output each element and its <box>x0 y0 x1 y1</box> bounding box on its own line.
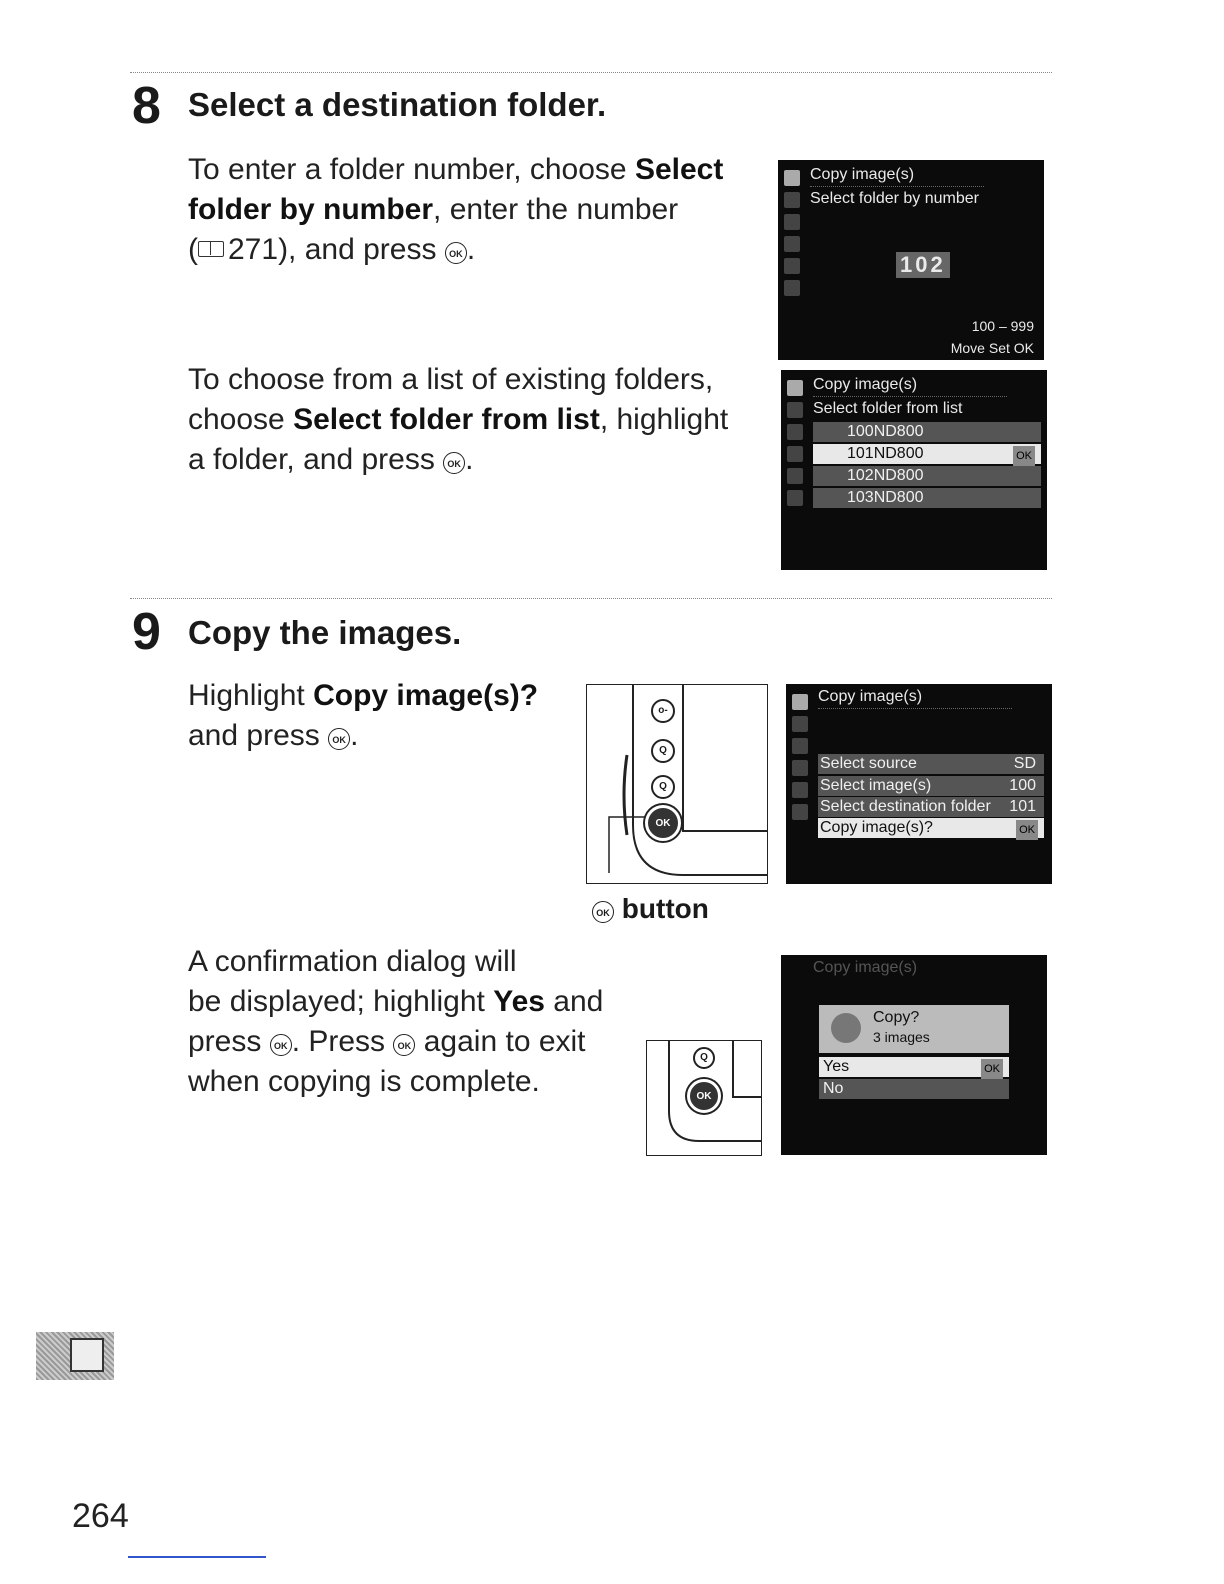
camera-screen-confirm-dialog <box>781 955 1047 1155</box>
dialog-count: 3 images <box>873 1029 930 1045</box>
menu-row: Select image(s) 100 <box>818 776 1044 796</box>
footer-help: Move Set OK <box>950 340 1034 356</box>
camera-screen-folder-number <box>778 160 1044 360</box>
text: ), and press <box>278 233 445 266</box>
divider <box>813 396 1007 397</box>
divider <box>818 708 1012 709</box>
camera-screen-folder-list <box>781 370 1047 570</box>
text: To enter a folder number, choose <box>188 153 635 186</box>
divider <box>810 186 984 187</box>
menu-tabs <box>792 694 810 826</box>
menu-option: folder by number <box>188 193 434 226</box>
step-number: 9 <box>132 603 161 661</box>
text: , highlight <box>599 403 729 436</box>
book-icon <box>198 241 224 257</box>
link-underline <box>128 1556 266 1558</box>
instruction-paragraph: To enter a folder number, choose Select folder by number, enter the number ( 271), and press OK . <box>188 153 724 266</box>
menu-option: Select <box>634 153 724 186</box>
ok-button-icon: OK <box>270 1034 292 1056</box>
menu-row: Select source SD <box>818 754 1044 774</box>
ok-button-icon: OK <box>443 452 465 474</box>
page-number: 264 <box>72 1497 129 1535</box>
ok-button-icon: OK <box>328 728 350 750</box>
text: . <box>466 233 476 266</box>
section-divider <box>130 598 1052 599</box>
dialog-option-yes: Yes OK <box>819 1057 1009 1077</box>
dialog-title: Copy? <box>873 1009 920 1026</box>
callout-line <box>605 813 645 873</box>
screen-subtitle: Select folder by number <box>810 190 979 207</box>
page-ref: 271 <box>228 233 279 266</box>
menu-row: Select destination folder 101 <box>818 797 1044 817</box>
ok-tag: OK <box>1016 820 1038 840</box>
text: press <box>188 1025 270 1058</box>
camera-back-illustration <box>586 684 768 884</box>
folder-item: 100ND800 <box>813 422 1041 442</box>
zoom-button-icon: Q <box>651 739 675 763</box>
menu-option: Copy image(s)? <box>313 679 539 712</box>
menu-tabs <box>787 380 805 512</box>
folder-item-selected: 101ND800 OK <box>813 444 1041 464</box>
text: a folder, and press <box>188 443 444 476</box>
camera-back-illustration <box>646 1040 762 1156</box>
screen-title: Copy image(s) <box>813 959 918 976</box>
step-title: Select a destination folder. <box>188 86 607 123</box>
section-divider <box>130 72 1052 73</box>
ok-button-icon: OK <box>592 901 614 923</box>
text: and <box>544 985 604 1018</box>
instruction-paragraph <box>188 360 768 480</box>
dialog-option-no: No <box>819 1079 1009 1099</box>
folder-item: 102ND800 <box>813 466 1041 486</box>
text: again to exit <box>415 1025 586 1058</box>
ok-button-icon: OK <box>445 242 467 264</box>
screen-title: Copy image(s) <box>813 376 918 393</box>
menu-option: Select folder from list <box>293 403 600 436</box>
protect-button-icon: o- <box>651 699 675 723</box>
zoom-out-button-icon: Q <box>693 1047 715 1069</box>
text: and press <box>188 719 329 752</box>
step-number: 8 <box>132 77 161 135</box>
folder-number-value: 102 <box>896 252 950 278</box>
text: . <box>465 443 474 476</box>
screen-title: Copy image(s) <box>818 688 923 705</box>
ok-button-icon: OK <box>687 1079 721 1113</box>
menu-tabs <box>784 170 802 302</box>
folder-item: 103ND800 <box>813 488 1041 508</box>
ok-tag: OK <box>981 1059 1003 1079</box>
playback-menu-tab-icon <box>36 1332 114 1380</box>
text: choose <box>188 403 294 436</box>
caption-text: button <box>621 893 709 924</box>
menu-row-selected: Copy image(s)? OK <box>818 818 1044 838</box>
text: be displayed; highlight <box>188 985 494 1018</box>
text: when copying is complete. <box>188 1065 540 1098</box>
text: , enter the number <box>433 193 679 226</box>
text: . <box>350 719 359 752</box>
text: Highlight <box>188 679 314 712</box>
zoom-out-button-icon: Q <box>651 775 675 799</box>
ok-button-caption <box>592 893 709 925</box>
ok-tag: OK <box>1013 446 1035 466</box>
ok-button-icon: OK <box>645 805 681 841</box>
text: A confirmation dialog will <box>188 945 517 978</box>
ok-button-icon: OK <box>393 1034 415 1056</box>
text: To choose from a list of existing folders, <box>188 363 714 396</box>
text: . Press <box>291 1025 394 1058</box>
range-text: 100 – 999 <box>971 318 1034 334</box>
menu-option: Yes <box>493 985 545 1018</box>
instruction-paragraph <box>188 676 578 756</box>
screen-title: Copy image(s) <box>810 166 915 183</box>
instruction-paragraph <box>188 942 648 1102</box>
screen-subtitle: Select folder from list <box>813 400 963 417</box>
dialog-box <box>819 1005 1009 1053</box>
step-title: Copy the images. <box>188 614 462 651</box>
camera-screen-copy-menu <box>786 684 1052 884</box>
question-icon <box>831 1013 861 1043</box>
